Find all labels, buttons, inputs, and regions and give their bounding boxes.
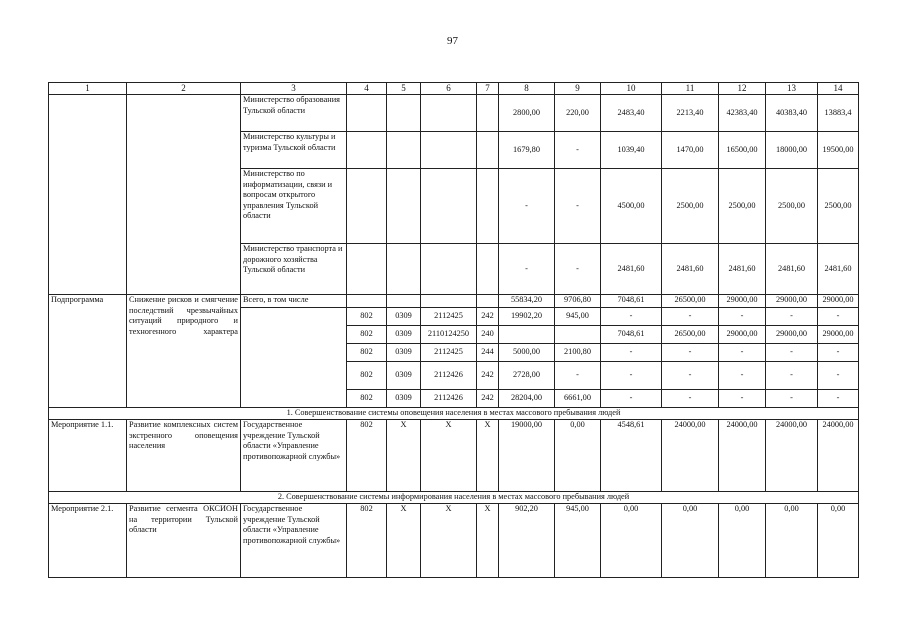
event-name: Развитие комплексных систем экстренного оповещения населения [127,420,241,492]
value-cell: 5000,00 [499,344,555,362]
ministry-row [49,95,859,132]
value-cell [477,132,499,169]
value-cell: 242 [477,362,499,390]
value-cell: 2112426 [421,362,477,390]
value-cell: 55834,20 [499,295,555,308]
value-cell: 244 [477,344,499,362]
value-cell: Х [421,420,477,492]
page-number: 97 [447,35,458,47]
value-cell: - [662,362,719,390]
value-cell [421,132,477,169]
value-cell: Х [421,504,477,578]
value-cell: 29000,00 [818,326,859,344]
value-cell: 2728,00 [499,362,555,390]
value-cell: 802 [347,326,387,344]
value-cell: - [766,362,818,390]
event-executor: Государственное учреждение Тульской области «Управление противопожарной службы» [241,504,347,578]
event-label: Мероприятие 2.1. [49,504,127,578]
value-cell: - [719,390,766,408]
value-cell [387,132,421,169]
value-cell: - [719,362,766,390]
value-cell [555,326,601,344]
value-cell: - [601,308,662,326]
value-cell: 2112425 [421,308,477,326]
value-cell: 240 [477,326,499,344]
section-title: 1. Совершенствование системы оповещения населения в местах массового пребывания людей [49,408,859,420]
value-cell: 0,00 [555,420,601,492]
value-cell: - [766,344,818,362]
value-cell: 220,00 [555,95,601,132]
value-cell: 24000,00 [766,420,818,492]
value-cell: 2481,60 [601,244,662,295]
value-cell [347,95,387,132]
value-cell: - [555,169,601,244]
value-cell: - [719,308,766,326]
value-cell: 29000,00 [719,295,766,308]
value-cell: 18000,00 [766,132,818,169]
value-cell [421,295,477,308]
header-cell: 6 [421,83,477,95]
value-cell [477,169,499,244]
value-cell: - [601,344,662,362]
value-cell: 2100,80 [555,344,601,362]
value-cell: - [662,344,719,362]
ministry-name: Министерство транспорта и дорожного хозяйства Тульской области [241,244,347,295]
value-cell [499,326,555,344]
value-cell: 1679,80 [499,132,555,169]
value-cell: - [662,390,719,408]
value-cell: - [555,132,601,169]
value-cell: 24000,00 [662,420,719,492]
section-row [49,492,859,504]
value-cell: 19902,20 [499,308,555,326]
value-cell: 0,00 [766,504,818,578]
value-cell: 2110124250 [421,326,477,344]
value-cell: 9706,80 [555,295,601,308]
ministry-name: Министерство культуры и туризма Тульской области [241,132,347,169]
value-cell: 2213,40 [662,95,719,132]
value-cell: 802 [347,308,387,326]
header-cell: 5 [387,83,421,95]
ministry-name: Министерство образования Тульской области [241,95,347,132]
value-cell [347,295,387,308]
value-cell: 242 [477,308,499,326]
value-cell: 945,00 [555,308,601,326]
section-row [49,408,859,420]
subprogram-label: Подпрограмма [49,295,127,408]
value-cell: 13883,4 [818,95,859,132]
value-cell: 2800,00 [499,95,555,132]
header-cell: 12 [719,83,766,95]
value-cell: 2500,00 [818,169,859,244]
value-cell: 802 [347,390,387,408]
section-title: 2. Совершенствование системы информирования населения в местах массового пребывания людей [49,492,859,504]
value-cell: 0309 [387,344,421,362]
value-cell: 2112425 [421,344,477,362]
value-cell: 0309 [387,362,421,390]
value-cell: 0,00 [818,504,859,578]
value-cell: 16500,00 [719,132,766,169]
value-cell: 4500,00 [601,169,662,244]
value-cell [387,295,421,308]
value-cell [477,244,499,295]
value-cell: 2500,00 [662,169,719,244]
header-cell: 8 [499,83,555,95]
value-cell: - [818,390,859,408]
value-cell: 29000,00 [719,326,766,344]
value-cell: 26500,00 [662,326,719,344]
value-cell: 2481,60 [662,244,719,295]
header-cell: 14 [818,83,859,95]
value-cell: 802 [347,504,387,578]
header-cell: 11 [662,83,719,95]
value-cell [347,132,387,169]
value-cell: 28204,00 [499,390,555,408]
subprogram-total-row [49,295,859,308]
header-row [49,83,859,95]
value-cell: 0,00 [662,504,719,578]
value-cell: 902,20 [499,504,555,578]
value-cell: 19000,00 [499,420,555,492]
value-cell [421,244,477,295]
value-cell: - [766,390,818,408]
value-cell: 802 [347,420,387,492]
value-cell: 29000,00 [766,326,818,344]
budget-table [48,82,859,578]
subprogram-name: Снижение рисков и смягчение последствий чрезвычайных ситуаций природного и техногенного характера [127,295,241,408]
value-cell: Х [477,504,499,578]
value-cell [387,169,421,244]
header-cell: 7 [477,83,499,95]
value-cell: - [499,244,555,295]
header-cell: 9 [555,83,601,95]
value-cell: - [601,362,662,390]
event-row [49,504,859,578]
value-cell: 4548,61 [601,420,662,492]
value-cell: 2112426 [421,390,477,408]
value-cell [387,95,421,132]
value-cell: Х [477,420,499,492]
value-cell: 19500,00 [818,132,859,169]
event-name: Развитие сегмента ОКСИОН на территории Тульской области [127,504,241,578]
header-cell: 4 [347,83,387,95]
value-cell: 29000,00 [766,295,818,308]
value-cell: - [601,390,662,408]
value-cell: 2481,60 [818,244,859,295]
empty-cell [49,95,127,295]
header-cell: 3 [241,83,347,95]
total-label: Всего, в том числе [241,295,347,308]
value-cell: 0309 [387,326,421,344]
value-cell: - [766,308,818,326]
value-cell: 242 [477,390,499,408]
value-cell: 945,00 [555,504,601,578]
value-cell: - [499,169,555,244]
value-cell: 1470,00 [662,132,719,169]
value-cell: 2481,60 [766,244,818,295]
header-cell: 13 [766,83,818,95]
value-cell: Х [387,504,421,578]
value-cell [421,95,477,132]
value-cell: 24000,00 [818,420,859,492]
value-cell: 7048,61 [601,295,662,308]
value-cell: 2500,00 [719,169,766,244]
value-cell: 802 [347,344,387,362]
empty-cell [127,95,241,295]
value-cell [477,295,499,308]
event-row [49,420,859,492]
event-label: Мероприятие 1.1. [49,420,127,492]
value-cell: 26500,00 [662,295,719,308]
value-cell: - [818,344,859,362]
value-cell: 7048,61 [601,326,662,344]
value-cell: 2483,40 [601,95,662,132]
empty-cell [241,308,347,408]
value-cell: 40383,40 [766,95,818,132]
ministry-name: Министерство по информатизации, связи и вопросам открытого управления Тульской области [241,169,347,244]
header-cell: 2 [127,83,241,95]
value-cell: - [719,344,766,362]
value-cell: 802 [347,362,387,390]
value-cell: 6661,00 [555,390,601,408]
header-cell: 1 [49,83,127,95]
value-cell: 0,00 [719,504,766,578]
value-cell: 0309 [387,308,421,326]
value-cell: - [555,362,601,390]
value-cell [421,169,477,244]
value-cell: - [818,362,859,390]
value-cell: 0309 [387,390,421,408]
value-cell [347,244,387,295]
value-cell [347,169,387,244]
value-cell: 2500,00 [766,169,818,244]
value-cell: - [662,308,719,326]
value-cell: 24000,00 [719,420,766,492]
event-executor: Государственное учреждение Тульской области «Управление противопожарной службы» [241,420,347,492]
value-cell: 0,00 [601,504,662,578]
value-cell: 42383,40 [719,95,766,132]
header-cell: 10 [601,83,662,95]
value-cell: - [818,308,859,326]
value-cell [387,244,421,295]
value-cell: - [555,244,601,295]
value-cell [477,95,499,132]
value-cell: 2481,60 [719,244,766,295]
value-cell: 29000,00 [818,295,859,308]
value-cell: Х [387,420,421,492]
value-cell: 1039,40 [601,132,662,169]
